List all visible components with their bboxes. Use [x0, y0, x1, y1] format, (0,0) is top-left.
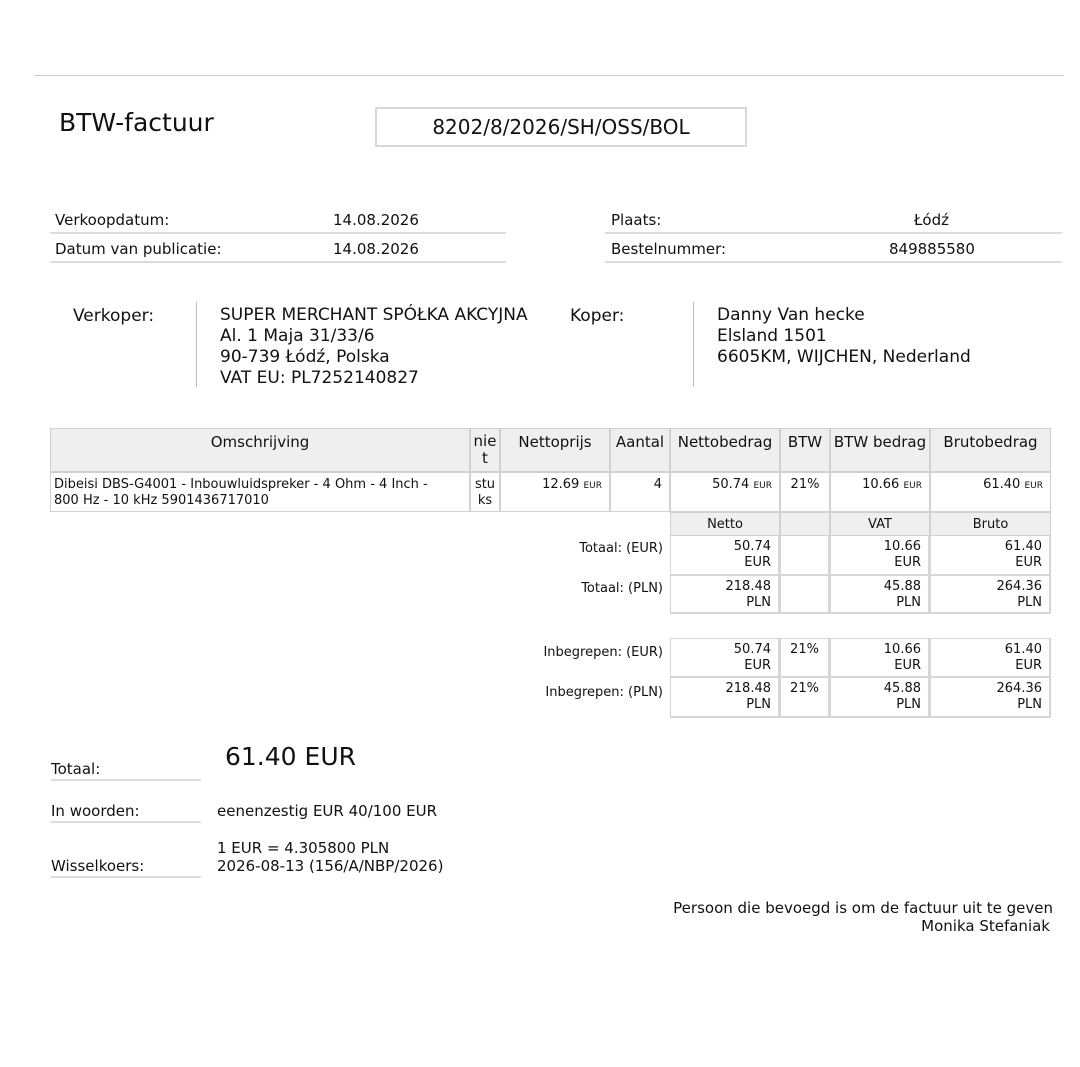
totals-pln-net-value: 218.48 — [725, 579, 771, 594]
included-pln-gross — [930, 678, 1051, 718]
totals-eur-vat-value: 10.66 — [883, 539, 921, 554]
document-title: BTW-factuur — [59, 108, 214, 137]
totals-eur-net — [670, 536, 780, 576]
seller-vat: VAT EU: PL7252140827 — [220, 368, 419, 388]
place-value: Łódź — [914, 211, 950, 229]
header-quantity: Aantal — [610, 428, 670, 472]
item-quantity: 4 — [610, 472, 670, 512]
buyer-details — [717, 305, 971, 368]
summary-header-gross: Bruto — [930, 512, 1051, 536]
included-pln-vat — [830, 678, 930, 718]
totals-pln-gross-value: 264.36 — [996, 579, 1042, 594]
buyer-separator — [693, 302, 694, 387]
item-gross-amount-value: 61.40 — [983, 477, 1021, 492]
exchange-rate-label: Wisselkoers: — [51, 857, 201, 878]
totals-pln-gross-currency: PLN — [1017, 595, 1042, 610]
item-net-amount-currency: EUR — [753, 481, 772, 491]
total-label: Totaal: — [51, 760, 201, 781]
header-vat-amount: BTW bedrag — [830, 428, 930, 472]
header-description: Omschrijving — [50, 428, 470, 472]
totals-eur-gross-currency: EUR — [1015, 555, 1042, 570]
item-description-line1: Dibeisi DBS-G4001 - Inbouwluidspreker - 4 Ohm - 4 Inch - — [54, 477, 428, 492]
buyer-name: Danny Van hecke — [717, 305, 865, 325]
included-pln-net-value: 218.48 — [725, 681, 771, 696]
total-value: 61.40 EUR — [225, 742, 356, 771]
included-pln-net — [670, 678, 780, 718]
publication-date-value: 14.08.2026 — [333, 240, 419, 258]
exchange-rate-line1: 1 EUR = 4.305800 PLN — [217, 839, 390, 857]
included-eur-rate: 21% — [780, 638, 830, 678]
included-pln-gross-currency: PLN — [1017, 697, 1042, 712]
header-unit-line2: t — [482, 449, 488, 467]
item-vat-amount-currency: EUR — [903, 481, 922, 491]
included-eur-vat-value: 10.66 — [883, 642, 921, 657]
words-label: In woorden: — [51, 802, 201, 823]
included-eur-vat-currency: EUR — [894, 658, 921, 673]
totals-eur-gross — [930, 536, 1051, 576]
included-eur-label: Inbegrepen: (EUR) — [543, 645, 663, 660]
words-value: eenenzestig EUR 40/100 EUR — [217, 802, 438, 820]
place-label: Plaats: — [611, 211, 662, 229]
totals-pln-net — [670, 576, 780, 614]
included-eur-gross — [930, 638, 1051, 678]
included-pln-rate: 21% — [780, 678, 830, 718]
totals-eur-label: Totaal: (EUR) — [579, 541, 663, 556]
order-number-row — [605, 235, 1062, 263]
item-vat-rate: 21% — [780, 472, 830, 512]
sale-date-row — [50, 206, 506, 234]
seller-address-line1: Al. 1 Maja 31/33/6 — [220, 326, 375, 346]
item-net-amount-value: 50.74 — [712, 477, 750, 492]
publication-date-label: Datum van publicatie: — [55, 240, 222, 258]
included-pln-label: Inbegrepen: (PLN) — [545, 685, 663, 700]
totals-pln-gross — [930, 576, 1051, 614]
included-pln-vat-value: 45.88 — [883, 681, 921, 696]
totals-eur-vat — [830, 536, 930, 576]
header-unit-line1: nie — [473, 432, 497, 450]
order-number-value: 849885580 — [889, 240, 975, 258]
seller-name: SUPER MERCHANT SPÓŁKA AKCYJNA — [220, 305, 528, 325]
included-eur-vat — [830, 638, 930, 678]
totals-eur-net-value: 50.74 — [733, 539, 771, 554]
buyer-address-line1: Elsland 1501 — [717, 326, 827, 346]
item-net-price-currency: EUR — [583, 481, 602, 491]
included-eur-gross-currency: EUR — [1015, 658, 1042, 673]
item-gross-amount — [930, 472, 1051, 512]
summary-header-vat: VAT — [830, 512, 930, 536]
sale-date-value: 14.08.2026 — [333, 211, 419, 229]
included-eur-gross-value: 61.40 — [1004, 642, 1042, 657]
totals-eur-rate — [780, 536, 830, 576]
totals-pln-rate — [780, 576, 830, 614]
invoice-number-box — [375, 107, 747, 147]
order-number-label: Bestelnummer: — [611, 240, 727, 258]
item-net-price-value: 12.69 — [542, 477, 580, 492]
buyer-label: Koper: — [570, 306, 625, 326]
totals-pln-net-currency: PLN — [746, 595, 771, 610]
seller-address-line2: 90-739 Łódź, Polska — [220, 347, 390, 367]
totals-pln-vat-value: 45.88 — [883, 579, 921, 594]
totals-pln-vat-currency: PLN — [896, 595, 921, 610]
authorized-label: Persoon die bevoegd is om de factuur uit te geven — [673, 899, 1053, 917]
totals-eur-net-currency: EUR — [744, 555, 771, 570]
header-gross-amount: Brutobedrag — [930, 428, 1051, 472]
authorized-signatory — [673, 899, 1053, 935]
summary-header-blank — [780, 512, 830, 536]
totals-pln-label: Totaal: (PLN) — [581, 581, 663, 596]
item-unit-line1: stu — [474, 477, 496, 492]
included-pln-gross-value: 264.36 — [996, 681, 1042, 696]
header-vat: BTW — [780, 428, 830, 472]
seller-label: Verkoper: — [73, 306, 155, 326]
item-unit-line2: ks — [477, 493, 493, 508]
item-net-amount — [670, 472, 780, 512]
totals-eur-vat-currency: EUR — [894, 555, 921, 570]
included-pln-vat-currency: PLN — [896, 697, 921, 712]
publication-date-row — [50, 235, 506, 263]
item-net-price — [500, 472, 610, 512]
exchange-rate-line2: 2026-08-13 (156/A/NBP/2026) — [217, 857, 444, 875]
item-vat-amount — [830, 472, 930, 512]
included-eur-net-currency: EUR — [744, 658, 771, 673]
item-gross-amount-currency: EUR — [1024, 481, 1043, 491]
header-unit — [470, 428, 500, 472]
authorized-name: Monika Stefaniak — [921, 917, 1050, 935]
included-eur-net — [670, 638, 780, 678]
seller-details — [220, 305, 528, 389]
item-vat-amount-value: 10.66 — [862, 477, 900, 492]
item-description-line2: 800 Hz - 10 kHz 5901436717010 — [54, 493, 269, 508]
totals-eur-gross-value: 61.40 — [1004, 539, 1042, 554]
sale-date-label: Verkoopdatum: — [55, 211, 170, 229]
place-row — [605, 206, 1062, 234]
item-description — [50, 472, 470, 512]
header-net-amount: Nettobedrag — [670, 428, 780, 472]
summary-header-net: Netto — [670, 512, 780, 536]
exchange-rate-value — [217, 839, 443, 875]
seller-separator — [196, 302, 197, 387]
top-divider — [34, 75, 1064, 76]
included-pln-net-currency: PLN — [746, 697, 771, 712]
invoice-number: 8202/8/2026/SH/OSS/BOL — [432, 115, 690, 139]
item-unit — [470, 472, 500, 512]
header-net-price: Nettoprijs — [500, 428, 610, 472]
buyer-address-line2: 6605KM, WIJCHEN, Nederland — [717, 347, 971, 367]
totals-pln-vat — [830, 576, 930, 614]
included-eur-net-value: 50.74 — [733, 642, 771, 657]
